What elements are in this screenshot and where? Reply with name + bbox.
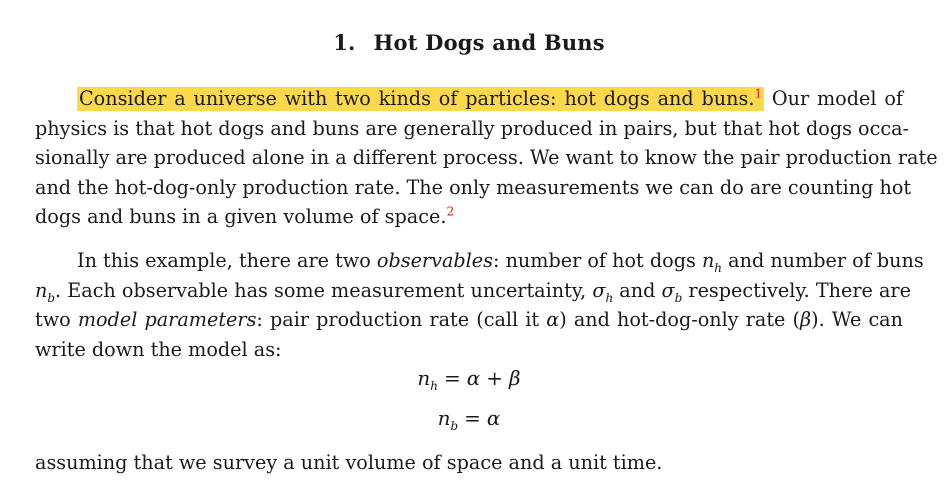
equation-nh: $n_h = \alpha + \beta$	[417, 366, 521, 393]
paragraph-line: dogs and buns in a given volume of space.$^2$	[35, 204, 455, 228]
section-heading	[35, 30, 903, 55]
footnote-marker[interactable]: 2	[446, 204, 455, 219]
emphasis-observables: observables	[376, 249, 493, 272]
highlighted-sentence: Consider a universe with two kinds of particles: hot dogs and buns.$^1$	[79, 86, 763, 110]
paragraph-line: $n_b$. Each observable has some measurement uncertainty, $\sigma_h$ and $\sigma_b$ respectively. There are	[35, 278, 911, 305]
paragraph-line: two model parameters: pair production rate (call it α) and hot-dog-only rate (β). We can	[35, 308, 903, 331]
section-title: Hot Dogs and Buns	[373, 30, 605, 55]
paragraph-assumption	[35, 448, 903, 478]
section-number: 1.	[333, 30, 356, 55]
paragraph-line: physics is that hot dogs and buns are generally produced in pairs, but that hot dogs occa-	[35, 116, 910, 140]
paragraph-line: sionally are produced alone in a different process. We want to know the pair production rate	[35, 146, 938, 169]
paragraph-line: write down the model as:	[35, 337, 282, 361]
emphasis-model-parameters: model parameters	[77, 308, 257, 331]
footnote-marker[interactable]: 1	[754, 86, 763, 101]
paragraph-line: In this example, there are two observables: number of hot dogs $n_h$ and number of buns	[77, 249, 924, 275]
equation-nb: $n_b = \alpha$	[437, 406, 501, 433]
paragraph-intro	[35, 84, 938, 232]
paragraph-line: Consider a universe with two kinds of particles: hot dogs and buns.$^1$ Our model of	[79, 86, 903, 110]
paragraph-line: assuming that we survey a unit volume of space and a unit time.	[35, 451, 663, 474]
paragraph-observables	[35, 246, 924, 364]
paragraph-line: and the hot-dog-only production rate. The only measurements we can do are counting hot	[35, 175, 912, 199]
